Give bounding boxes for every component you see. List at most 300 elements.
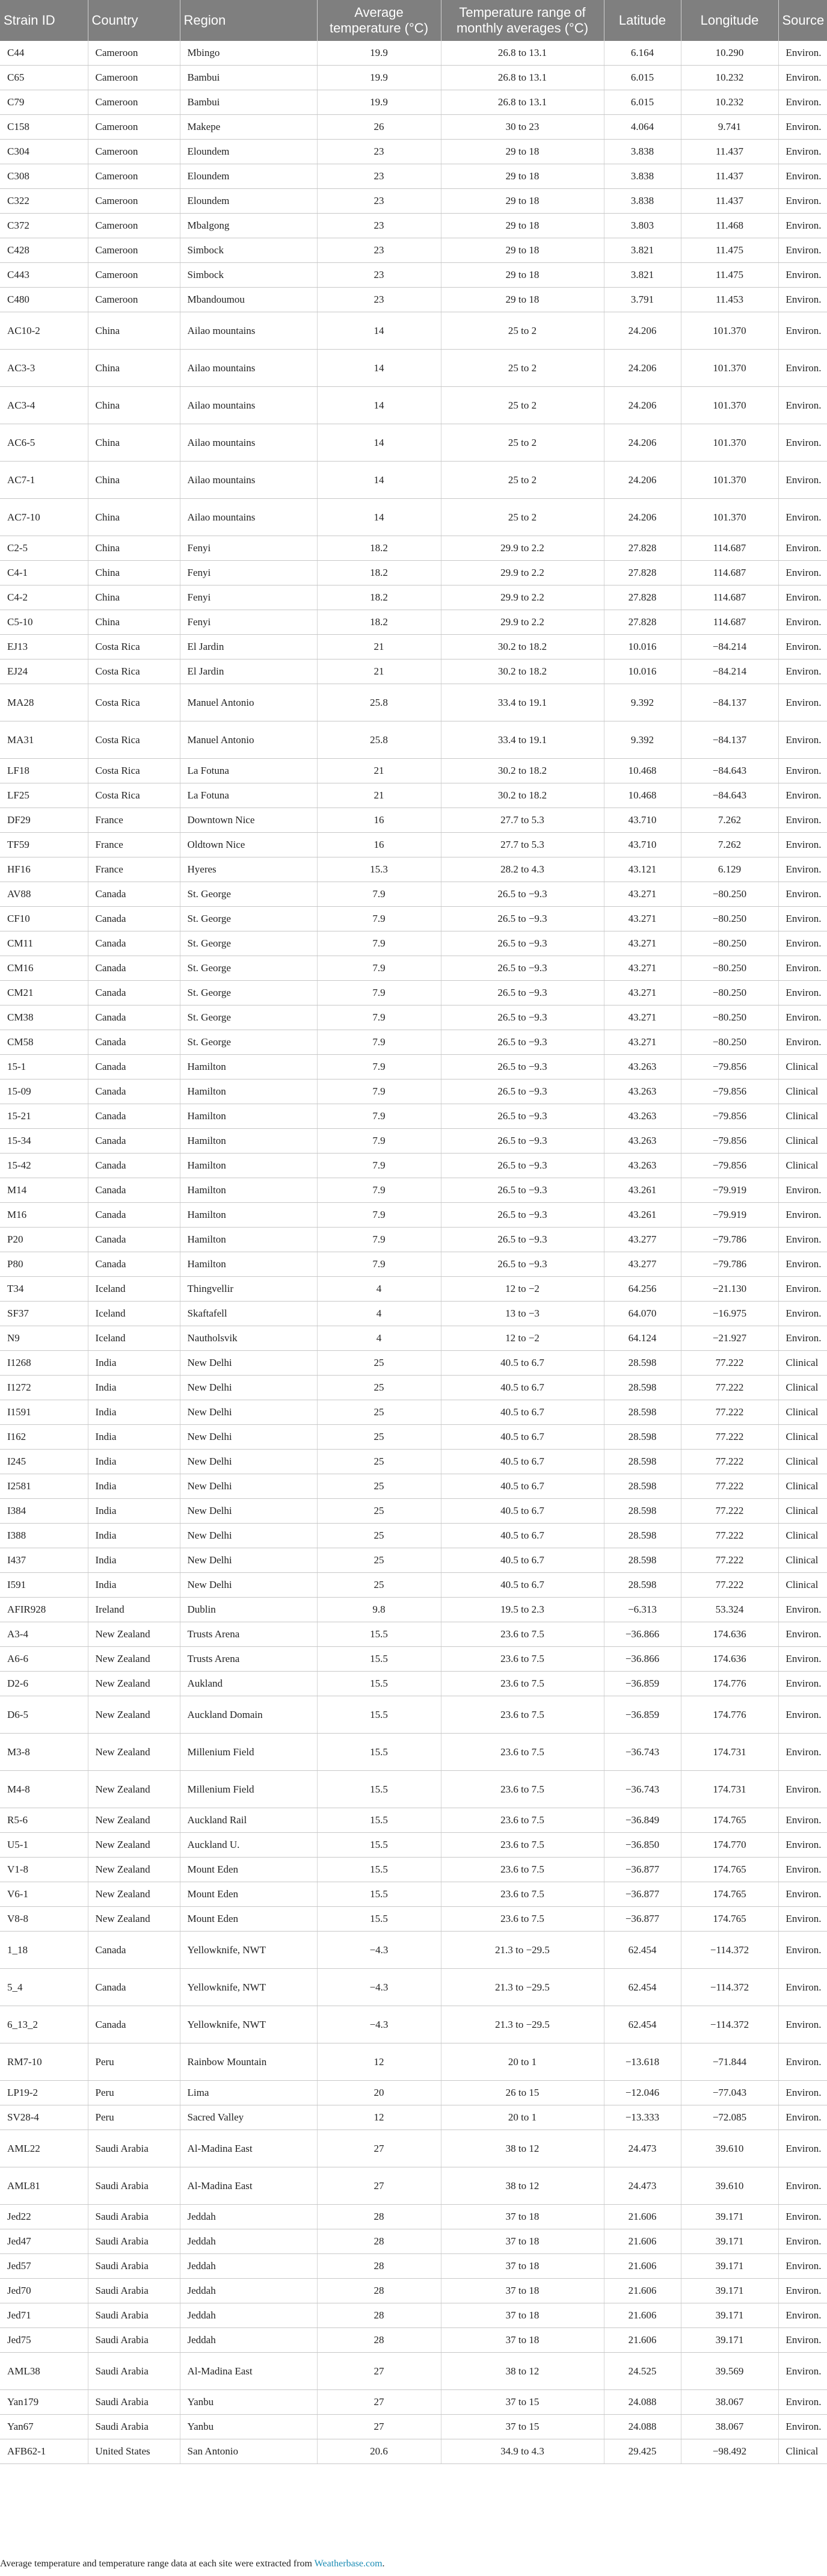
source-cell: Environ.: [778, 214, 827, 238]
region-cell: Downtown Nice: [180, 808, 317, 833]
temp-range-cell: 37 to 18: [441, 2254, 604, 2279]
avg-temp-cell: 7.9: [317, 981, 441, 1005]
strain-id-cell: 6_13_2: [0, 2006, 88, 2043]
latitude-cell: 3.821: [604, 238, 681, 263]
avg-temp-cell: 25: [317, 1351, 441, 1376]
strain-id-cell: CM38: [0, 1005, 88, 1030]
avg-temp-cell: 16: [317, 808, 441, 833]
longitude-cell: 174.770: [681, 1833, 778, 1858]
region-cell: Mbingo: [180, 41, 317, 66]
longitude-cell: −98.492: [681, 2439, 778, 2464]
longitude-cell: 38.067: [681, 2390, 778, 2415]
table-row: [0, 1548, 827, 1573]
strain-id-cell: T34: [0, 1277, 88, 1302]
avg-temp-cell: 4: [317, 1326, 441, 1351]
longitude-cell: 11.468: [681, 214, 778, 238]
avg-temp-cell: 14: [317, 312, 441, 350]
avg-temp-cell: 7.9: [317, 1178, 441, 1203]
latitude-cell: 28.598: [604, 1400, 681, 1425]
table-row: [0, 1326, 827, 1351]
latitude-cell: 62.454: [604, 1932, 681, 1969]
latitude-cell: 43.263: [604, 1080, 681, 1104]
table-row: [0, 635, 827, 659]
latitude-cell: 43.261: [604, 1203, 681, 1228]
strain-id-cell: U5-1: [0, 1833, 88, 1858]
longitude-cell: 101.370: [681, 499, 778, 536]
table-row: [0, 2415, 827, 2439]
country-cell: Cameroon: [88, 41, 180, 66]
temp-range-cell: 29 to 18: [441, 263, 604, 288]
avg-temp-cell: 23: [317, 140, 441, 164]
table-row: [0, 1969, 827, 2006]
country-cell: Iceland: [88, 1302, 180, 1326]
avg-temp-cell: −4.3: [317, 1932, 441, 1969]
avg-temp-cell: 25: [317, 1400, 441, 1425]
avg-temp-cell: 7.9: [317, 1030, 441, 1055]
source-cell: Environ.: [778, 2105, 827, 2130]
source-cell: Environ.: [778, 2205, 827, 2229]
longitude-cell: −16.975: [681, 1302, 778, 1326]
latitude-cell: −36.849: [604, 1808, 681, 1833]
country-cell: Cameroon: [88, 115, 180, 140]
source-cell: Environ.: [778, 2006, 827, 2043]
region-cell: New Delhi: [180, 1524, 317, 1548]
temp-range-cell: 26.5 to −9.3: [441, 882, 604, 907]
region-cell: St. George: [180, 907, 317, 931]
strain-id-cell: Jed71: [0, 2303, 88, 2328]
source-cell: Environ.: [778, 1302, 827, 1326]
strain-id-cell: AC7-1: [0, 462, 88, 499]
longitude-cell: 11.437: [681, 164, 778, 189]
strain-id-cell: SF37: [0, 1302, 88, 1326]
footnote-end: .: [382, 2559, 385, 2569]
longitude-cell: 114.687: [681, 536, 778, 561]
table-row: [0, 1573, 827, 1598]
region-cell: Nautholsvik: [180, 1326, 317, 1351]
source-cell: Environ.: [778, 424, 827, 462]
weatherbase-link[interactable]: Weatherbase.com: [314, 2559, 383, 2569]
source-cell: Clinical: [778, 1104, 827, 1129]
table-row: [0, 2353, 827, 2390]
table-row: [0, 41, 827, 66]
avg-temp-cell: 28: [317, 2328, 441, 2353]
country-cell: China: [88, 561, 180, 585]
longitude-cell: −80.250: [681, 956, 778, 981]
latitude-cell: 24.206: [604, 387, 681, 424]
latitude-cell: 27.828: [604, 585, 681, 610]
region-cell: Ailao mountains: [180, 312, 317, 350]
longitude-cell: 9.741: [681, 115, 778, 140]
col-header-strain-id: Strain ID: [0, 0, 88, 41]
table-row: [0, 1030, 827, 1055]
region-cell: Hamilton: [180, 1252, 317, 1277]
table-row: [0, 1808, 827, 1833]
longitude-cell: 174.776: [681, 1672, 778, 1696]
source-cell: Environ.: [778, 857, 827, 882]
region-cell: Jeddah: [180, 2205, 317, 2229]
avg-temp-cell: 15.5: [317, 1622, 441, 1647]
strain-id-cell: 15-09: [0, 1080, 88, 1104]
source-cell: Clinical: [778, 1524, 827, 1548]
region-cell: New Delhi: [180, 1450, 317, 1474]
table-row: [0, 684, 827, 721]
latitude-cell: −36.877: [604, 1882, 681, 1907]
latitude-cell: −36.743: [604, 1771, 681, 1808]
table-row: [0, 981, 827, 1005]
region-cell: Aukland: [180, 1672, 317, 1696]
avg-temp-cell: 23: [317, 288, 441, 312]
table-row: [0, 783, 827, 808]
region-cell: Millenium Field: [180, 1771, 317, 1808]
latitude-cell: 10.016: [604, 635, 681, 659]
country-cell: Canada: [88, 1969, 180, 2006]
avg-temp-cell: 25: [317, 1573, 441, 1598]
latitude-cell: −36.859: [604, 1696, 681, 1734]
source-cell: Environ.: [778, 140, 827, 164]
latitude-cell: 24.206: [604, 499, 681, 536]
avg-temp-cell: 28: [317, 2205, 441, 2229]
country-cell: Cameroon: [88, 238, 180, 263]
source-cell: Environ.: [778, 1833, 827, 1858]
table-row: [0, 1499, 827, 1524]
temp-range-cell: 33.4 to 19.1: [441, 721, 604, 759]
longitude-cell: −84.643: [681, 759, 778, 783]
source-cell: Environ.: [778, 684, 827, 721]
temp-range-cell: 26.5 to −9.3: [441, 1154, 604, 1178]
table-row: [0, 1450, 827, 1474]
longitude-cell: −77.043: [681, 2081, 778, 2105]
strain-id-cell: P20: [0, 1228, 88, 1252]
latitude-cell: 43.263: [604, 1055, 681, 1080]
longitude-cell: 77.222: [681, 1425, 778, 1450]
strain-id-cell: AFIR928: [0, 1598, 88, 1622]
strain-id-cell: D2-6: [0, 1672, 88, 1696]
strain-id-cell: M4-8: [0, 1771, 88, 1808]
longitude-cell: −84.214: [681, 659, 778, 684]
source-cell: Environ.: [778, 2279, 827, 2303]
strain-id-cell: C372: [0, 214, 88, 238]
strain-id-cell: SV28-4: [0, 2105, 88, 2130]
latitude-cell: 64.256: [604, 1277, 681, 1302]
temp-range-cell: 37 to 18: [441, 2205, 604, 2229]
country-cell: China: [88, 499, 180, 536]
avg-temp-cell: 14: [317, 424, 441, 462]
country-cell: New Zealand: [88, 1808, 180, 1833]
table-row: [0, 833, 827, 857]
source-cell: Environ.: [778, 1277, 827, 1302]
country-cell: New Zealand: [88, 1696, 180, 1734]
strain-id-cell: CM16: [0, 956, 88, 981]
latitude-cell: 3.838: [604, 140, 681, 164]
strain-id-cell: AC3-4: [0, 387, 88, 424]
avg-temp-cell: 7.9: [317, 882, 441, 907]
source-cell: Environ.: [778, 1252, 827, 1277]
source-cell: Environ.: [778, 1771, 827, 1808]
country-cell: Canada: [88, 1228, 180, 1252]
country-cell: Ireland: [88, 1598, 180, 1622]
source-cell: Environ.: [778, 1178, 827, 1203]
country-cell: Cameroon: [88, 90, 180, 115]
region-cell: Mount Eden: [180, 1858, 317, 1882]
longitude-cell: 101.370: [681, 424, 778, 462]
table-row: [0, 387, 827, 424]
latitude-cell: 24.088: [604, 2390, 681, 2415]
longitude-cell: −80.250: [681, 882, 778, 907]
source-cell: Environ.: [778, 1808, 827, 1833]
strain-id-cell: C4-1: [0, 561, 88, 585]
temp-range-cell: 26.5 to −9.3: [441, 1030, 604, 1055]
latitude-cell: 6.015: [604, 90, 681, 115]
strain-id-cell: C2-5: [0, 536, 88, 561]
source-cell: Clinical: [778, 1351, 827, 1376]
region-cell: San Antonio: [180, 2439, 317, 2464]
temp-range-cell: 23.6 to 7.5: [441, 1808, 604, 1833]
country-cell: India: [88, 1450, 180, 1474]
avg-temp-cell: 19.9: [317, 90, 441, 115]
table-row: [0, 585, 827, 610]
region-cell: Jeddah: [180, 2229, 317, 2254]
longitude-cell: 77.222: [681, 1450, 778, 1474]
region-cell: Ailao mountains: [180, 499, 317, 536]
longitude-cell: 11.437: [681, 189, 778, 214]
avg-temp-cell: 28: [317, 2254, 441, 2279]
strain-id-cell: M3-8: [0, 1734, 88, 1771]
country-cell: Canada: [88, 907, 180, 931]
footnote: [0, 2558, 827, 2570]
longitude-cell: −84.643: [681, 783, 778, 808]
longitude-cell: 39.171: [681, 2328, 778, 2353]
longitude-cell: −72.085: [681, 2105, 778, 2130]
avg-temp-cell: 15.5: [317, 1672, 441, 1696]
latitude-cell: 28.598: [604, 1499, 681, 1524]
table-row: [0, 2006, 827, 2043]
country-cell: China: [88, 585, 180, 610]
table-body: [0, 41, 827, 2464]
longitude-cell: −114.372: [681, 1969, 778, 2006]
temp-range-cell: 30.2 to 18.2: [441, 783, 604, 808]
table-row: [0, 931, 827, 956]
strain-id-cell: MA31: [0, 721, 88, 759]
longitude-cell: −84.214: [681, 635, 778, 659]
longitude-cell: −114.372: [681, 1932, 778, 1969]
country-cell: Canada: [88, 956, 180, 981]
temp-range-cell: 29 to 18: [441, 238, 604, 263]
table-row: [0, 561, 827, 585]
temp-range-cell: 23.6 to 7.5: [441, 1672, 604, 1696]
table-row: [0, 499, 827, 536]
temp-range-cell: 20 to 1: [441, 2043, 604, 2081]
table-row: [0, 312, 827, 350]
country-cell: Cameroon: [88, 189, 180, 214]
longitude-cell: −79.919: [681, 1178, 778, 1203]
country-cell: India: [88, 1573, 180, 1598]
avg-temp-cell: 7.9: [317, 1055, 441, 1080]
source-cell: Environ.: [778, 2390, 827, 2415]
temp-range-cell: 40.5 to 6.7: [441, 1548, 604, 1573]
country-cell: New Zealand: [88, 1882, 180, 1907]
region-cell: Hamilton: [180, 1129, 317, 1154]
latitude-cell: 28.598: [604, 1524, 681, 1548]
longitude-cell: 39.171: [681, 2303, 778, 2328]
source-cell: Environ.: [778, 90, 827, 115]
source-cell: Environ.: [778, 561, 827, 585]
temp-range-cell: 26.5 to −9.3: [441, 1129, 604, 1154]
temp-range-cell: 25 to 2: [441, 387, 604, 424]
region-cell: Fenyi: [180, 536, 317, 561]
table-row: [0, 1907, 827, 1932]
strain-id-cell: EJ13: [0, 635, 88, 659]
country-cell: India: [88, 1351, 180, 1376]
temp-range-cell: 26.8 to 13.1: [441, 41, 604, 66]
longitude-cell: 10.290: [681, 41, 778, 66]
longitude-cell: 101.370: [681, 312, 778, 350]
country-cell: Saudi Arabia: [88, 2390, 180, 2415]
latitude-cell: 43.271: [604, 931, 681, 956]
strain-id-cell: C304: [0, 140, 88, 164]
avg-temp-cell: 15.5: [317, 1833, 441, 1858]
temp-range-cell: 34.9 to 4.3: [441, 2439, 604, 2464]
strain-id-cell: 15-42: [0, 1154, 88, 1178]
avg-temp-cell: 15.5: [317, 1696, 441, 1734]
source-cell: Environ.: [778, 1907, 827, 1932]
temp-range-cell: 25 to 2: [441, 462, 604, 499]
region-cell: Simbock: [180, 238, 317, 263]
temp-range-cell: 38 to 12: [441, 2167, 604, 2205]
strain-id-cell: N9: [0, 1326, 88, 1351]
region-cell: Al-Madina East: [180, 2353, 317, 2390]
avg-temp-cell: 15.5: [317, 1734, 441, 1771]
latitude-cell: 27.828: [604, 536, 681, 561]
table-row: [0, 164, 827, 189]
avg-temp-cell: 4: [317, 1302, 441, 1326]
source-cell: Environ.: [778, 312, 827, 350]
table-row: [0, 1277, 827, 1302]
longitude-cell: 114.687: [681, 585, 778, 610]
table-row: [0, 659, 827, 684]
avg-temp-cell: 7.9: [317, 956, 441, 981]
table-row: [0, 1696, 827, 1734]
region-cell: Trusts Arena: [180, 1647, 317, 1672]
source-cell: Environ.: [778, 350, 827, 387]
latitude-cell: 62.454: [604, 2006, 681, 2043]
avg-temp-cell: 28: [317, 2279, 441, 2303]
strain-id-cell: Jed57: [0, 2254, 88, 2279]
source-cell: Environ.: [778, 1969, 827, 2006]
table-row: [0, 1154, 827, 1178]
country-cell: China: [88, 387, 180, 424]
strain-id-cell: 15-34: [0, 1129, 88, 1154]
region-cell: St. George: [180, 981, 317, 1005]
table-row: [0, 1598, 827, 1622]
country-cell: China: [88, 610, 180, 635]
temp-range-cell: 29 to 18: [441, 189, 604, 214]
avg-temp-cell: 25: [317, 1474, 441, 1499]
table-row: [0, 189, 827, 214]
source-cell: Environ.: [778, 783, 827, 808]
source-cell: Environ.: [778, 2254, 827, 2279]
temp-range-cell: 30.2 to 18.2: [441, 759, 604, 783]
region-cell: Makepe: [180, 115, 317, 140]
strain-id-cell: C4-2: [0, 585, 88, 610]
latitude-cell: 43.710: [604, 808, 681, 833]
latitude-cell: 6.015: [604, 66, 681, 90]
source-cell: Clinical: [778, 1400, 827, 1425]
source-cell: Clinical: [778, 1548, 827, 1573]
col-header-source: Source: [778, 0, 827, 41]
temp-range-cell: 23.6 to 7.5: [441, 1647, 604, 1672]
table-row: [0, 1129, 827, 1154]
avg-temp-cell: 7.9: [317, 1228, 441, 1252]
avg-temp-cell: 27: [317, 2390, 441, 2415]
country-cell: Saudi Arabia: [88, 2205, 180, 2229]
avg-temp-cell: 14: [317, 350, 441, 387]
source-cell: Clinical: [778, 1474, 827, 1499]
table-row: [0, 2439, 827, 2464]
temp-range-cell: 23.6 to 7.5: [441, 1882, 604, 1907]
country-cell: Canada: [88, 1154, 180, 1178]
strain-id-cell: EJ24: [0, 659, 88, 684]
table-row: [0, 2390, 827, 2415]
longitude-cell: 174.636: [681, 1647, 778, 1672]
country-cell: Canada: [88, 1005, 180, 1030]
avg-temp-cell: 25: [317, 1425, 441, 1450]
source-cell: Environ.: [778, 1203, 827, 1228]
longitude-cell: 38.067: [681, 2415, 778, 2439]
table-row: [0, 1622, 827, 1647]
region-cell: La Fotuna: [180, 783, 317, 808]
table-row: [0, 610, 827, 635]
country-cell: Costa Rica: [88, 659, 180, 684]
longitude-cell: −79.856: [681, 1055, 778, 1080]
source-cell: Clinical: [778, 1080, 827, 1104]
latitude-cell: 9.392: [604, 721, 681, 759]
longitude-cell: 77.222: [681, 1351, 778, 1376]
strain-id-cell: D6-5: [0, 1696, 88, 1734]
region-cell: Yanbu: [180, 2390, 317, 2415]
avg-temp-cell: 15.5: [317, 1647, 441, 1672]
latitude-cell: 24.206: [604, 462, 681, 499]
longitude-cell: −79.856: [681, 1104, 778, 1129]
region-cell: Jeddah: [180, 2328, 317, 2353]
country-cell: Canada: [88, 1030, 180, 1055]
country-cell: Saudi Arabia: [88, 2130, 180, 2167]
longitude-cell: −79.786: [681, 1252, 778, 1277]
strain-id-cell: Jed47: [0, 2229, 88, 2254]
source-cell: Environ.: [778, 833, 827, 857]
temp-range-cell: 26.5 to −9.3: [441, 1080, 604, 1104]
table-row: [0, 1932, 827, 1969]
temp-range-cell: 29 to 18: [441, 214, 604, 238]
country-cell: Peru: [88, 2081, 180, 2105]
strain-id-cell: TF59: [0, 833, 88, 857]
temp-range-cell: 26.5 to −9.3: [441, 956, 604, 981]
avg-temp-cell: 27: [317, 2353, 441, 2390]
latitude-cell: 28.598: [604, 1351, 681, 1376]
temp-range-cell: 26.8 to 13.1: [441, 90, 604, 115]
avg-temp-cell: 25: [317, 1376, 441, 1400]
table-row: [0, 462, 827, 499]
avg-temp-cell: 12: [317, 2043, 441, 2081]
longitude-cell: 11.453: [681, 288, 778, 312]
strain-id-cell: CM58: [0, 1030, 88, 1055]
latitude-cell: 24.206: [604, 424, 681, 462]
region-cell: Trusts Arena: [180, 1622, 317, 1647]
source-cell: Environ.: [778, 462, 827, 499]
longitude-cell: 7.262: [681, 833, 778, 857]
latitude-cell: 43.271: [604, 956, 681, 981]
longitude-cell: 39.610: [681, 2167, 778, 2205]
source-cell: Environ.: [778, 1622, 827, 1647]
